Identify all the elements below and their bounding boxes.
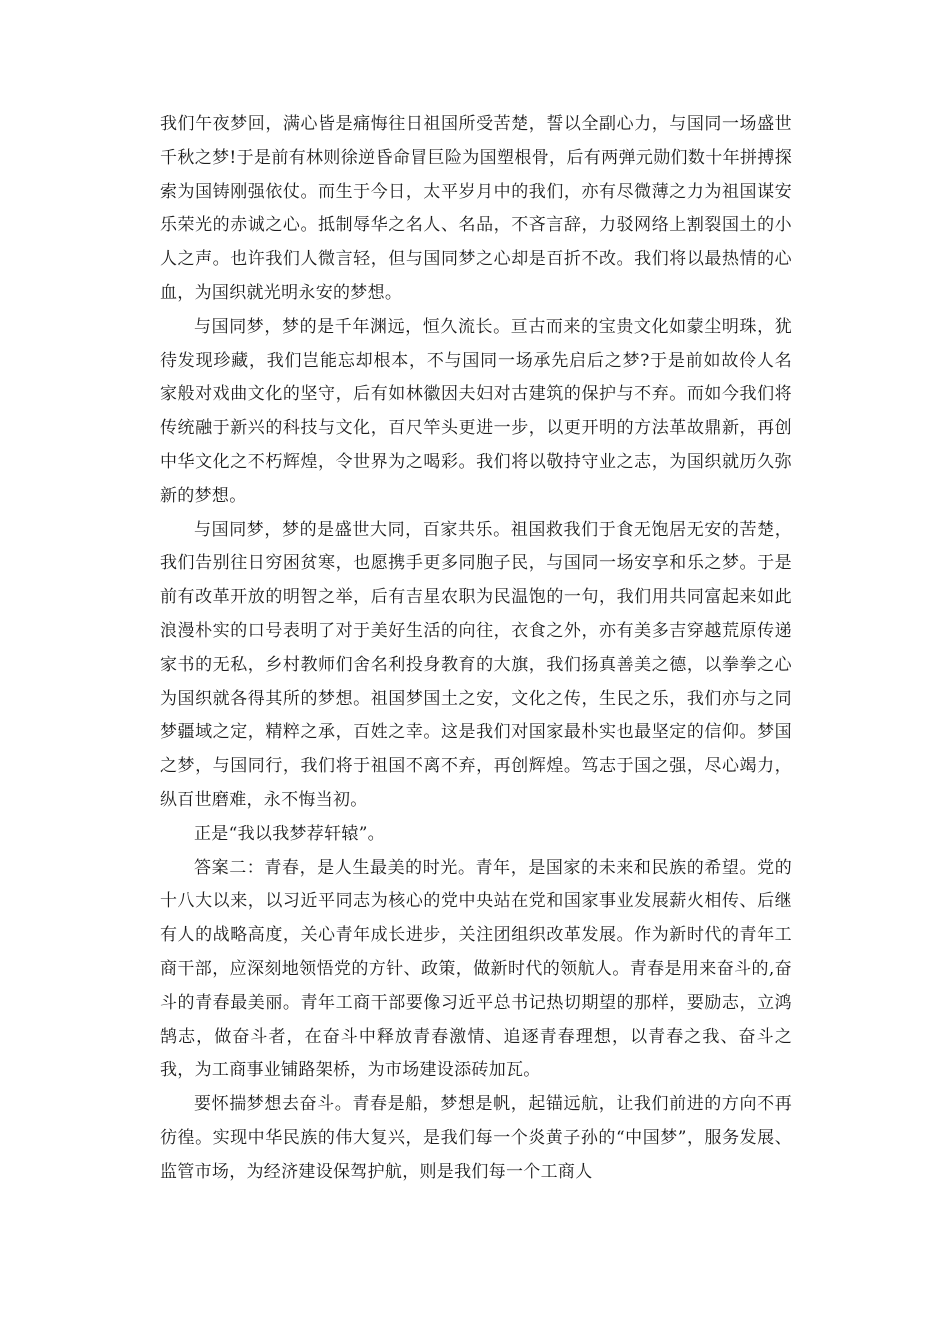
paragraph-5: 答案二：青春，是人生最美的时光。青年，是国家的未来和民族的希望。党的十八大以来，以习近平同志为核心的党中央站在党和国家事业发展薪火相传、后继有人的战略高度，关心青年成长进步，关注团组织改革发展。作为新时代的青年工商干部，应深刻地领悟党的方针、政策，做新时代的领航人。青春是用来奋斗的,奋斗的青春最美丽。青年工商干部要像习近平总书记热切期望的那样，要励志，立鸿鹄志，做奋斗者，在奋斗中释放青春激情、追逐青春理想，以青春之我、奋斗之我，为工商事业铺路架桥，为市场建设添砖加瓦。: [160, 857, 792, 1081]
document-page: [160, 108, 792, 1190]
paragraph-2: 与国同梦，梦的是千年渊远，恒久流长。亘古而来的宝贵文化如蒙尘明珠，犹待发现珍藏，我们岂能忘却根本，不与国同一场承先启后之梦?于是前如故伶人名家般对戏曲文化的坚守，后有如林徽因夫妇对古建筑的保护与不弃。而如今我们将传统融于新兴的科技与文化，百尺竿头更进一步，以更开明的方法革故鼎新，再创中华文化之不朽辉煌，令世界为之喝彩。我们将以敬持守业之志，为国织就历久弥新的梦想。: [160, 316, 792, 506]
paragraph-6: 要怀揣梦想去奋斗。青春是船，梦想是帆，起锚远航，让我们前进的方向不再彷徨。实现中华民族的伟大复兴，是我们每一个炎黄子孙的“中国梦”，服务发展、监管市场，为经济建设保驾护航，则是我们每一个工商人: [160, 1094, 792, 1182]
paragraph-1: 我们午夜梦回，满心皆是痛悔往日祖国所受苦楚，誓以全副心力，与国同一场盛世千秋之梦!于是前有林则徐逆昏命冒巨险为国塑根骨，后有两弹元勋们数十年拼搏探索为国铸刚强依仗。而生于今日，太平岁月中的我们，亦有尽微薄之力为祖国谋安乐荣光的赤诚之心。抵制辱华之名人、名品，不吝言辞，力驳网络上割裂国土的小人之声。也许我们人微言轻，但与国同梦之心却是百折不改。我们将以最热情的心血，为国织就光明永安的梦想。: [160, 114, 792, 303]
paragraph-4: 正是“我以我梦荐轩辕”。: [194, 823, 385, 844]
paragraph-3: 与国同梦，梦的是盛世大同，百家共乐。祖国救我们于食无饱居无安的苦楚，我们告别往日穷困贫寒，也愿携手更多同胞子民，与国同一场安享和乐之梦。于是前有改革开放的明智之举，后有吉星农职为民温饱的一句，我们用共同富起来如此浪漫朴实的口号表明了对于美好生活的向往，衣食之外，亦有美多吉穿越荒原传递家书的无私，乡村教师们舍名利投身教育的大旗，我们扬真善美之德，以拳拳之心为国织就各得其所的梦想。祖国梦国土之安，文化之传，生民之乐，我们亦与之同梦疆域之定，精粹之承，百姓之幸。这是我们对国家最朴实也最坚定的信仰。梦国之梦，与国同行，我们将于祖国不离不弃，再创辉煌。笃志于国之强，尽心竭力，纵百世磨难，永不悔当初。: [160, 519, 792, 810]
